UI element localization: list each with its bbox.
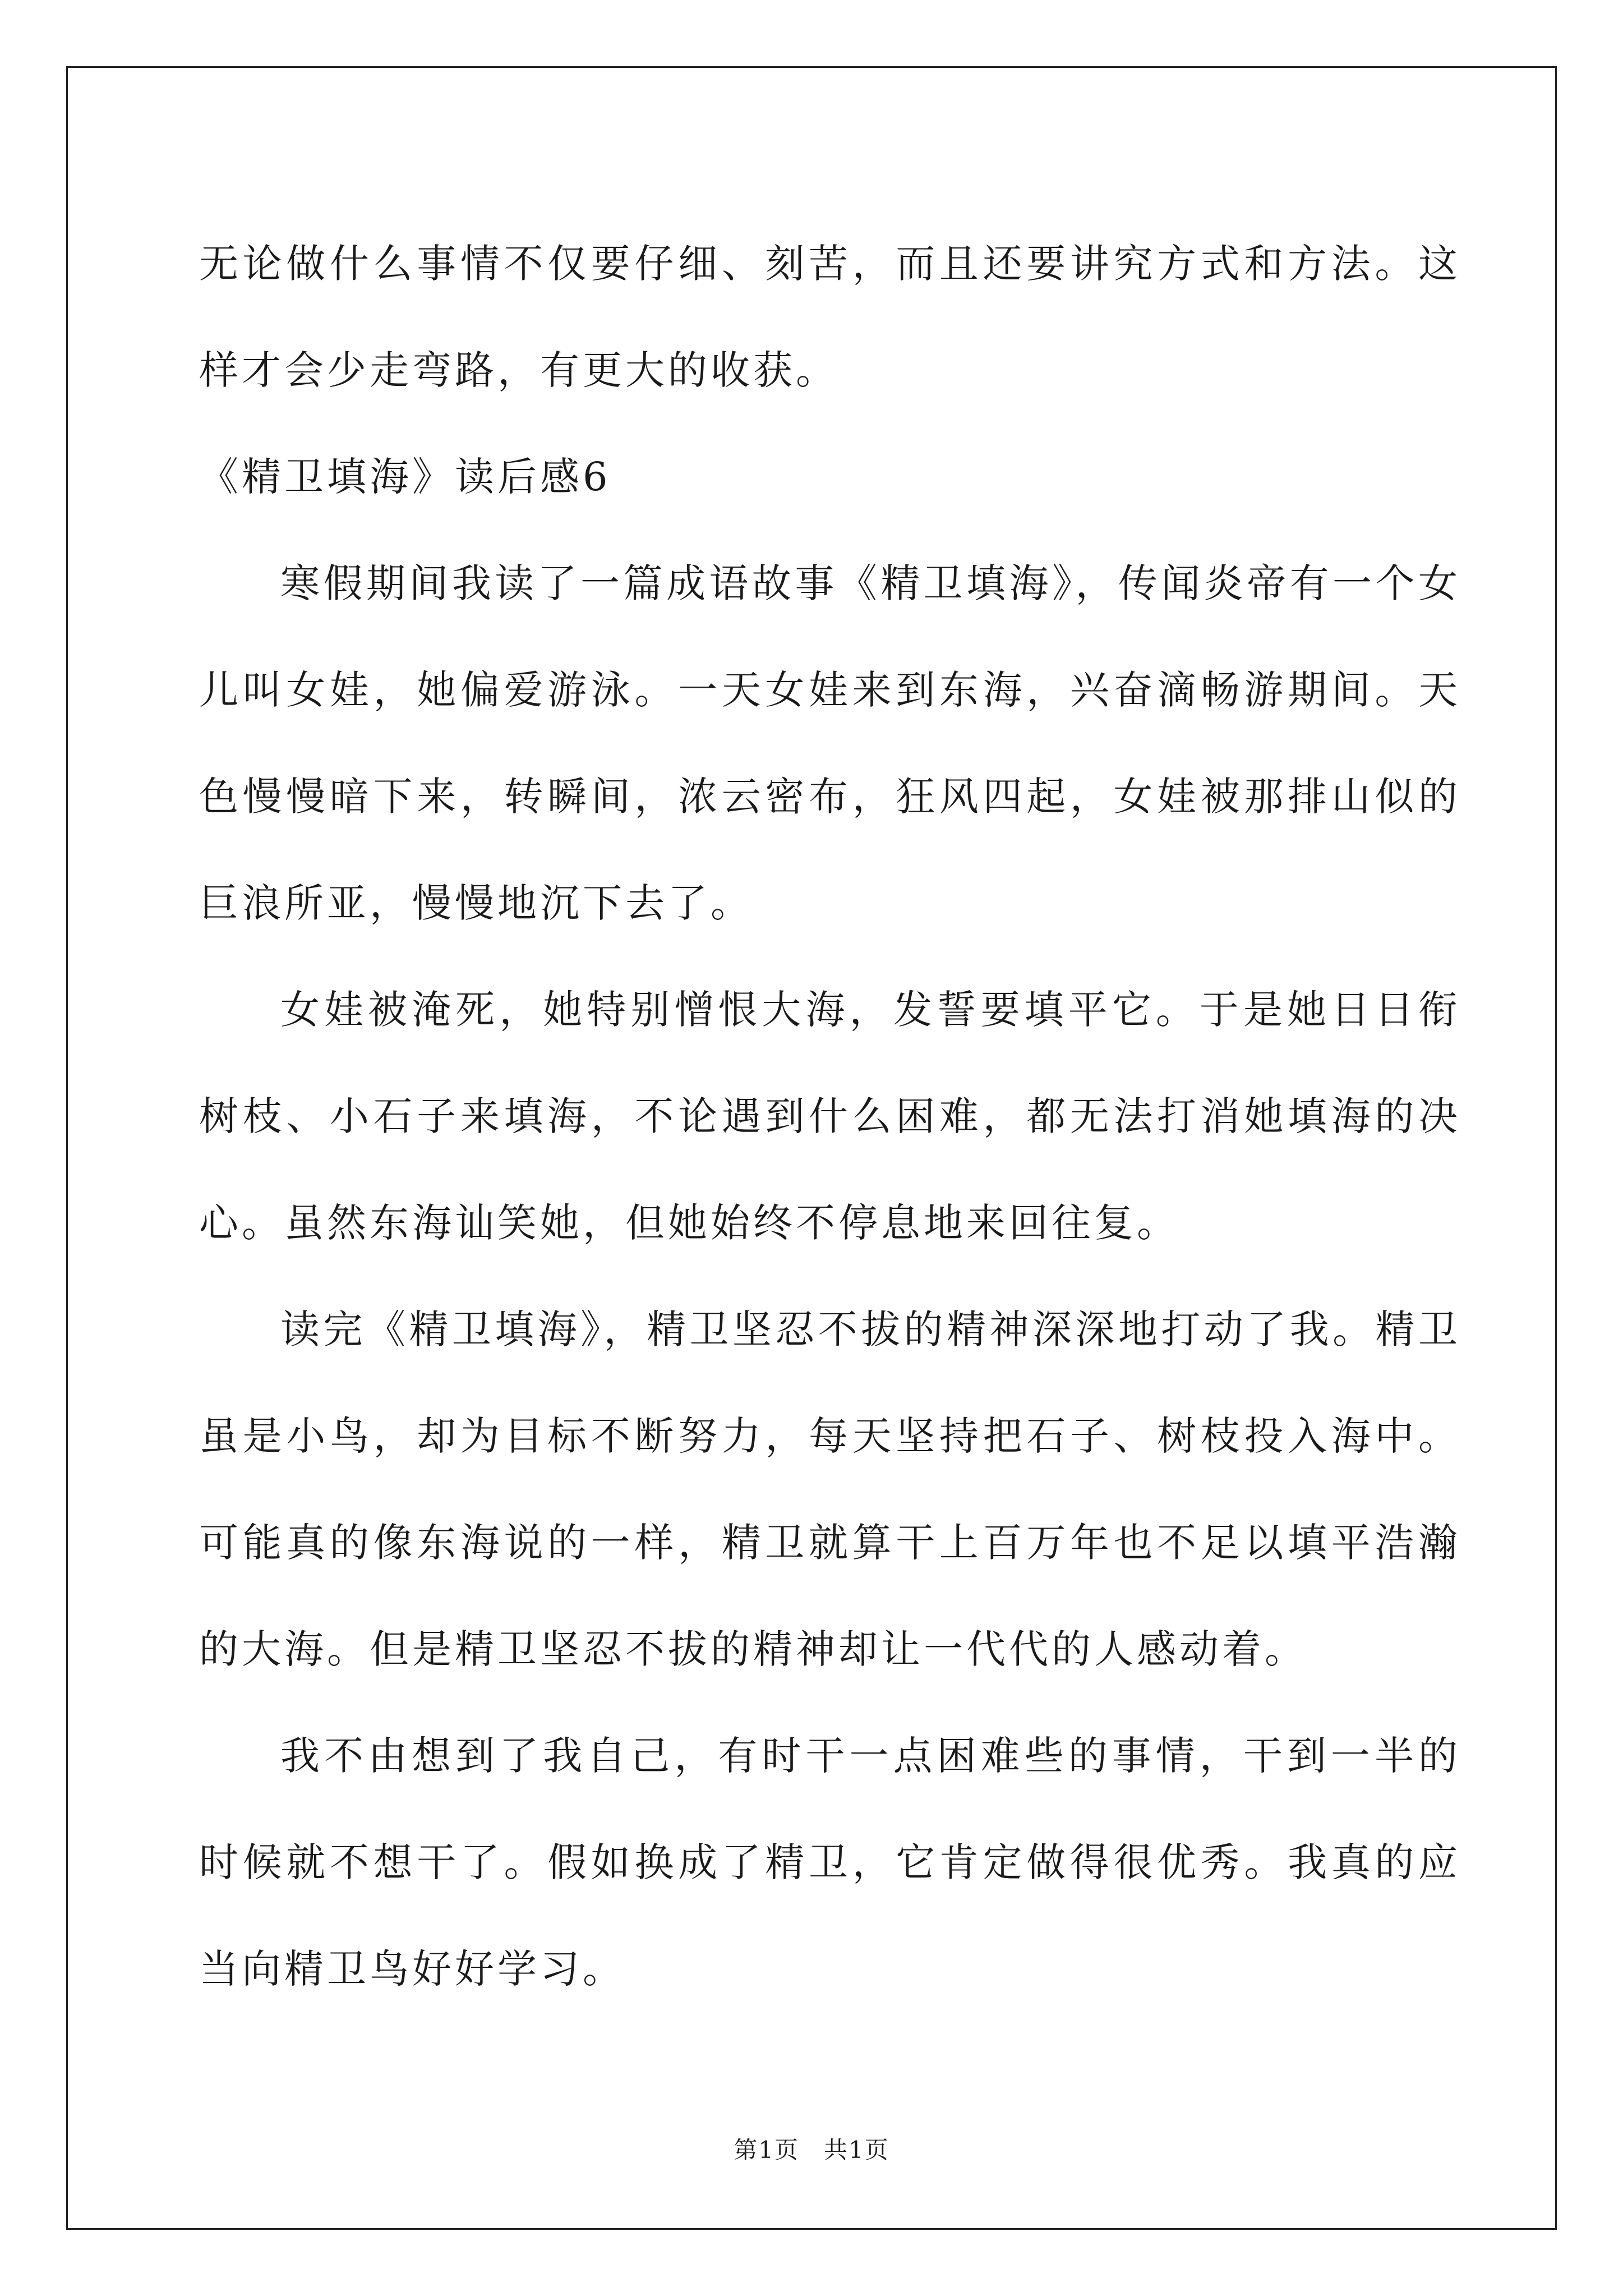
paragraph-reflection: 读完《精卫填海》，精卫坚忍不拔的精神深深地打动了我。精卫虽是小鸟，却为目标不断努力，每天坚持把石子、树枝投入海中。可能真的像东海说的一样，精卫就算干上百万年也不足以填平浩瀚的大海。但是精卫坚忍不拔的精神却让一代代的人感动着。 [199, 1306, 1461, 1672]
paragraph-intro-continuation: 无论做什么事情不仅要仔细、刻苦，而且还要讲究方式和方法。这样才会少走弯路，有更大的收获。 [199, 241, 1461, 393]
paragraph-vow: 女娃被淹死，她特别憎恨大海，发誓要填平它。于是她日日衔树枝、小石子来填海，不论遇到什么困难，都无法打消她填海的决心。虽然东海讪笑她，但她始终不停息地来回往复。 [199, 987, 1461, 1246]
paragraph-story-intro: 寒假期间我读了一篇成语故事《精卫填海》，传闻炎帝有一个女儿叫女娃，她偏爱游泳。一天女娃来到东海，兴奋滴畅游期间。天色慢慢暗下来，转瞬间，浓云密布，狂风四起，女娃被那排山似的巨浪所亚，慢慢地沉下去了。 [199, 560, 1461, 926]
document-body [199, 210, 1461, 2022]
section-title: 《精卫填海》读后感6 [199, 454, 611, 500]
page-number-footer: 第1页 共1页 [734, 2136, 889, 2164]
paragraph-conclusion: 我不由想到了我自己，有时干一点困难些的事情，干到一半的时候就不想干了。假如换成了精卫，它肯定做得很优秀。我真的应当向精卫鸟好好学习。 [199, 1733, 1461, 1992]
